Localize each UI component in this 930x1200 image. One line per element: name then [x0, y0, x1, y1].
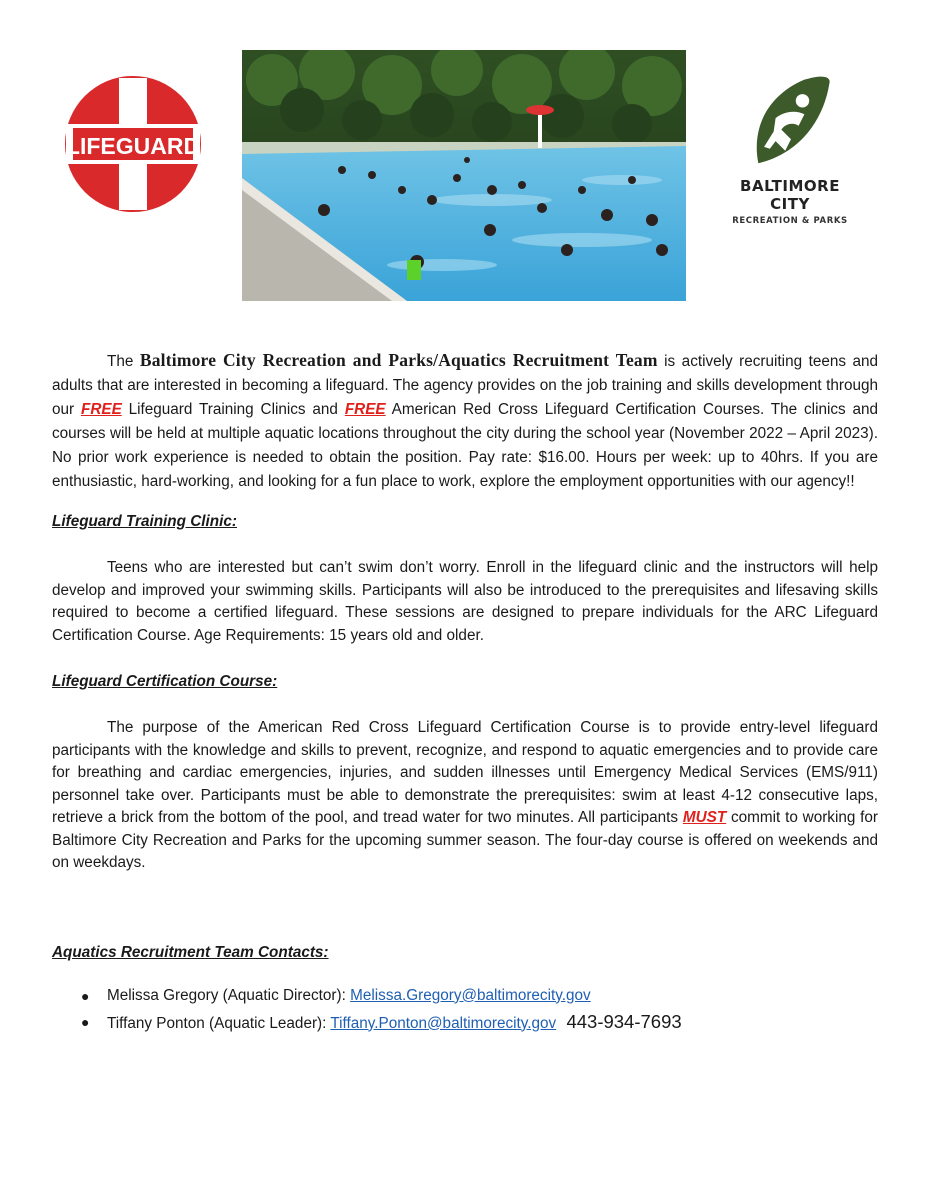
header — [0, 0, 930, 320]
organization-name: Baltimore City Recreation and Parks/Aquatics Recruitment Team — [139, 350, 658, 370]
contact-item — [52, 983, 878, 1009]
lifeguard-logo — [63, 74, 203, 214]
contact-item — [52, 1009, 878, 1037]
contact-email-link[interactable]: Tiffany.Ponton@baltimorecity.gov — [330, 1014, 557, 1032]
clinic-paragraph — [52, 557, 878, 647]
bullet-icon: ● — [81, 987, 90, 1004]
bcrp-name: BALTIMORE CITY — [740, 177, 840, 213]
intro-text: Lifeguard Training Clinics and — [128, 401, 338, 418]
document-body — [52, 348, 878, 1037]
bcrp-logo — [730, 72, 850, 226]
intro-lead: The — [107, 353, 134, 370]
pool-photo — [242, 50, 686, 301]
lifeguard-logo-text: LIFEGUARD — [65, 133, 201, 159]
free-emphasis: FREE — [344, 401, 386, 418]
contact-email-link[interactable]: Melissa.Gregory@baltimorecity.gov — [350, 986, 591, 1004]
free-emphasis: FREE — [80, 401, 122, 418]
clinic-text: Teens who are interested but can’t swim don’t worry. Enroll in the lifeguard clinic and the instructors will help develop and improved your swimming skills. Participants will also be introduced to the prerequisites and lifesaving skills required to become a certified lifeguard. These sessions are designed to prepare individuals for the ARC Lifeguard Certification Course. Age Requirements: 15 years old and older. — [52, 559, 878, 644]
intro-paragraph — [52, 348, 878, 494]
bullet-icon: ● — [81, 1013, 90, 1030]
contact-label: Tiffany Ponton (Aquatic Leader): — [107, 1014, 327, 1032]
bcrp-subtitle: RECREATION & PARKS — [732, 216, 848, 226]
course-text: The purpose of the American Red Cross Lifeguard Certification Course is to provide entry-level lifeguard participants with the knowledge and skills to prevent, recognize, and respond to aquatic emergencies and to provide care for breathing and cardiac emergencies, injuries, and sudden illnesses until Emergency Medical Services (EMS/911) personnel take over. Participants must be able to demonstrate the prerequisites: swim at least 4-12 consecutive laps, retrieve a brick from the bottom of the pool, and tread water for two minutes. All participants — [52, 719, 878, 826]
must-emphasis: MUST — [682, 809, 727, 826]
course-text: commit to working for Baltimore City Recreation and Parks for the upcoming summer season. The four-day course is offered on weekends and on weekdays. — [52, 809, 879, 871]
contact-label: Melissa Gregory (Aquatic Director): — [107, 986, 346, 1004]
contacts-list — [52, 983, 878, 1037]
leaf-figure-icon — [745, 72, 835, 168]
intro-text: is actively recruiting teens and adults that are interested in becoming a lifeguard. The agency provides on the job training and skills development through our — [52, 353, 878, 418]
course-paragraph — [52, 717, 878, 875]
course-heading: Lifeguard Certification Course: — [52, 673, 278, 690]
clinic-heading: Lifeguard Training Clinic: — [52, 513, 237, 530]
contacts-heading: Aquatics Recruitment Team Contacts: — [52, 943, 329, 961]
intro-text: American Red Cross Lifeguard Certification Courses. The clinics and courses will be held at multiple aquatic locations throughout the city during the school year (November 2022 – April 2023). No prior work experience is needed to obtain the position. Pay rate: $16.00. Hours per week: up to 40hrs. If you are enthusiastic, hard-working, and looking for a fun place to work, explore the employment opportunities with our agency!! — [52, 401, 879, 490]
contact-phone: 443-934-7693 — [566, 1010, 682, 1032]
